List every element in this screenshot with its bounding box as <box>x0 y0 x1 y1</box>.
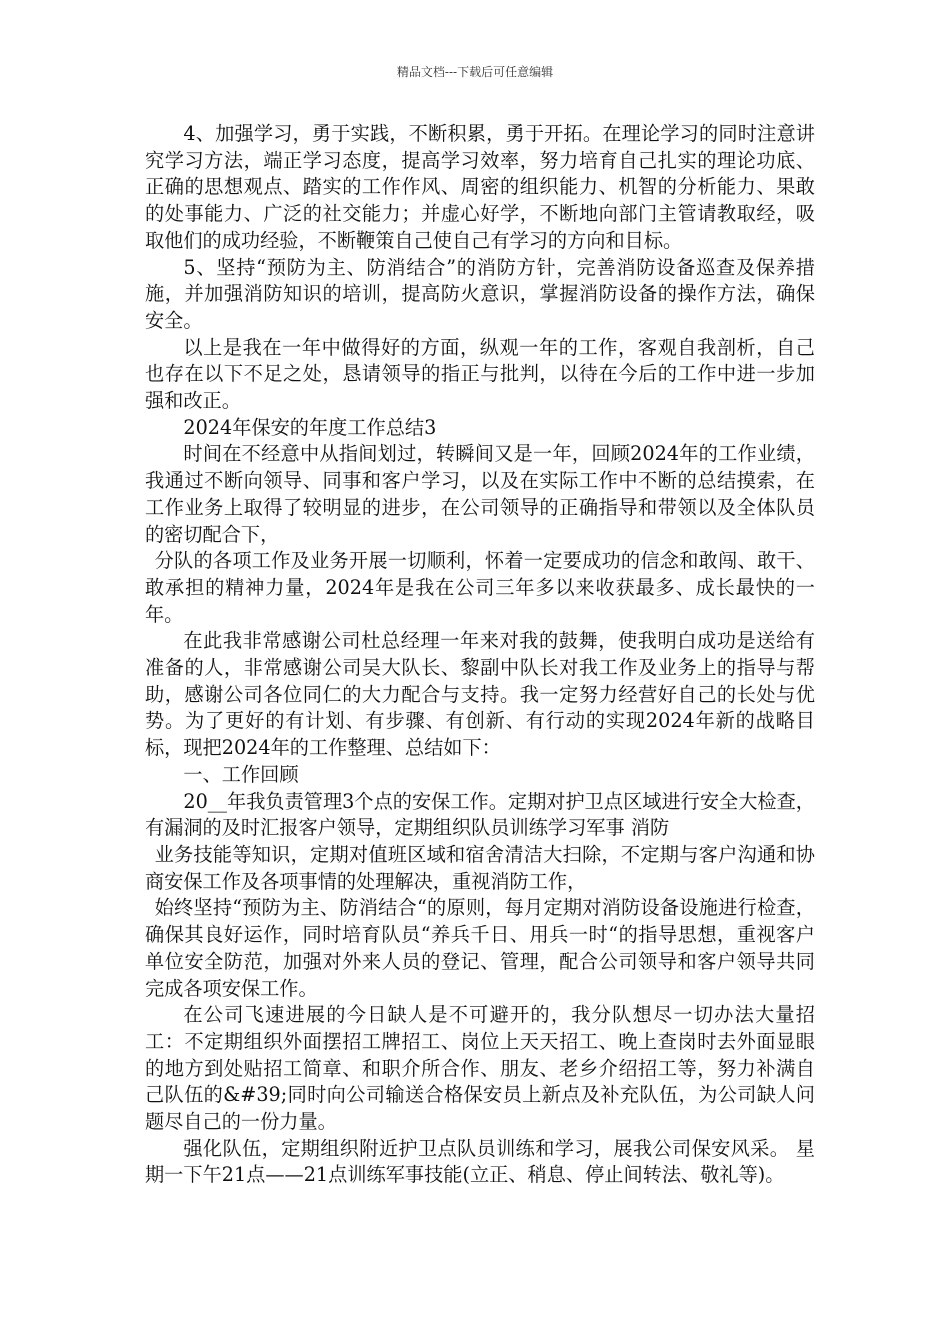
paragraph-10: 业务技能等知识，定期对值班区域和宿舍清洁大扫除，不定期与客户沟通和协商安保工作及各项事情的处理解决，重视消防工作， <box>145 842 815 893</box>
paragraph-13: 强化队伍，定期组织附近护卫点队员训练和学习，展我公司保安风采。 星期一下午21点——21点训练军事技能(立正、稍息、停止间转法、敬礼等)。 <box>145 1136 815 1187</box>
paragraph-2: 5、坚持“预防为主、防消结合”的消防方针，完善消防设备巡查及保养措施，并加强消防知识的培训，提高防火意识，掌握消防设备的操作方法，确保安全。 <box>145 255 815 332</box>
section-heading: 2024年保安的年度工作总结3 <box>183 415 437 439</box>
subsection-heading: 一、工作回顾 <box>183 762 299 786</box>
paragraph-3: 以上是我在一年中做得好的方面，纵观一年的工作，客观自我剖析，自己也存在以下不足之处，恳请领导的指正与批判，以待在今后的工作中进一步加强和改正。 <box>145 335 815 413</box>
paragraph-9: 20__年我负责管理3个点的安保工作。定期对护卫点区域进行安全大检查，有漏洞的及时汇报客户领导，定期组织队员训练学习军事 消防 <box>145 789 815 840</box>
paragraph-7: 在此我非常感谢公司杜总经理一年来对我的鼓舞，使我明白成功是送给有准备的人，非常感谢公司吴大队长、黎副中队长对我工作及业务上的指导与帮助，感谢公司各位同仁的大力配合与支持。我一定努力经营好自己的长处与优势。为了更好的有计划、有步骤、有创新、有行动的实现2024年新的战略目标，现把2024年的工作整理、总结如下： <box>145 629 815 760</box>
paragraph-5: 时间在不经意中从指间划过，转瞬间又是一年，回顾2024年的工作业绩，我通过不断向领导、同事和客户学习，以及在实际工作中不断的总结摸索，在工作业务上取得了较明显的进步，在公司领导的正确指导和带领以及全体队员的密切配合下， <box>145 442 815 546</box>
paragraph-1: 4、加强学习，勇于实践，不断积累，勇于开拓。在理论学习的同时注意讲究学习方法，端正学习态度，提高学习效率，努力培育自己扎实的理论功底、正确的思想观点、踏实的工作作风、周密的组织能力、机智的分析能力、果敢的处事能力、广泛的社交能力；并虚心好学，不断地向部门主管请教取经，吸取他们的成功经验，不断鞭策自己使自己有学习的方向和目标。 <box>145 122 815 252</box>
paragraph-11: 始终坚持“预防为主、防消结合“的原则，每月定期对消防设备设施进行检查，确保其良好运作，同时培育队员“养兵千日、用兵一时“的指导思想，重视客户单位安全防范，加强对外来人员的登记、管理，配合公司领导和客户领导共同完成各项安保工作。 <box>145 896 815 1000</box>
document-body <box>145 121 815 1189</box>
paragraph-12: 在公司飞速进展的今日缺人是不可避开的，我分队想尽一切办法大量招工：不定期组织外面摆招工牌招工、岗位上天天招工、晚上查岗时去外面显眼的地方到处贴招工简章、和职介所合作、朋友、老乡介绍招工等，努力补满自己队伍的&#39;同时向公司输送合格保安员上新点及补充队伍，为公司缺人问题尽自己的一份力量。 <box>145 1003 815 1134</box>
page-header: 精品文档---下载后可任意编辑 <box>396 65 554 79</box>
paragraph-6: 分队的各项工作及业务开展一切顺利，怀着一定要成功的信念和敢闯、敢干、敢承担的精神力量，2024年是我在公司三年多以来收获最多、成长最快的一年。 <box>145 549 815 626</box>
